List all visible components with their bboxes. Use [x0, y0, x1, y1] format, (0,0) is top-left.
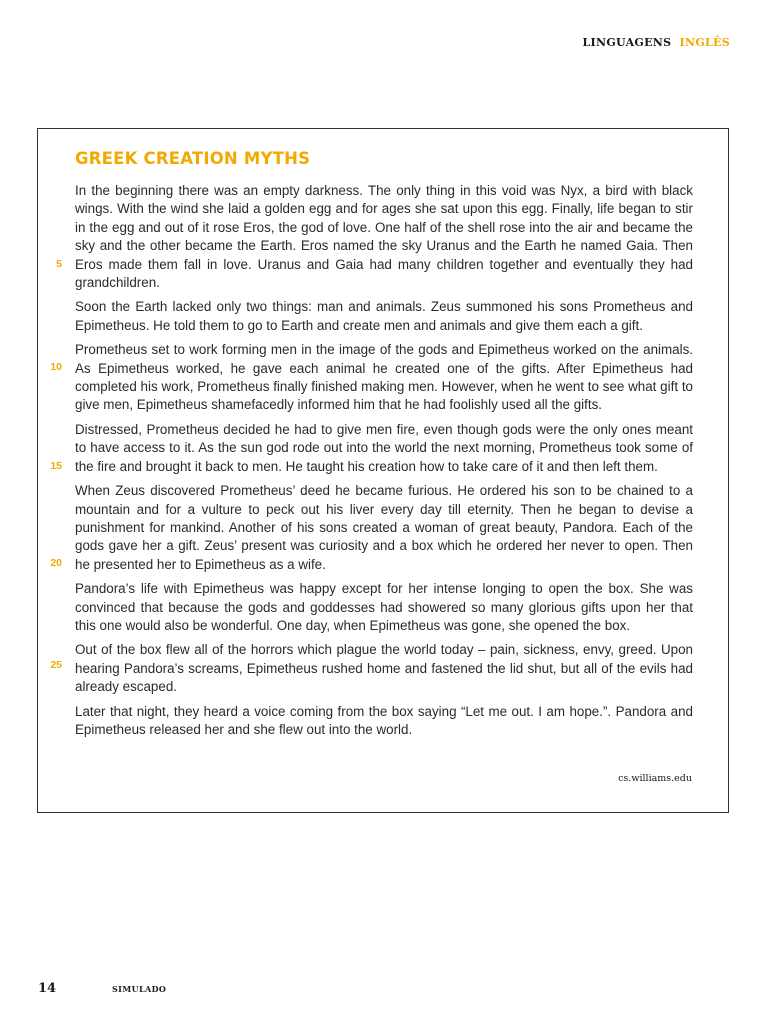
article-body [75, 182, 693, 745]
paragraph: In the beginning there was an empty darkness. The only thing in this void was Nyx, a bird with black wings. With the wind she laid a golden egg and for ages she sat upon this egg. Finally, life began to stir in the egg and out of it rose Eros, the god of love. One half of the shell rose into the air and became the sky and the other became the Earth. Eros named the sky Uranus and the Earth he named Gaia. Then Eros made them fall in love. Uranus and Gaia had many children together and eventually they had grandchildren. [75, 183, 693, 291]
line-number: 20 [50, 557, 62, 569]
page-header [582, 36, 730, 49]
header-subject: INGLÊS [679, 36, 730, 49]
source-citation: cs.williams.edu [618, 773, 692, 784]
footer-label: SIMULADO [112, 984, 167, 994]
article-title: GREEK CREATION MYTHS [75, 149, 311, 168]
paragraph: Prometheus set to work forming men in the image of the gods and Epimetheus worked on the animals. As Epimetheus worked, he gave each animal he created one of the gifts. After Epimetheus had completed his work, Prometheus finally finished making men. However, when he went to see what gift to give men, Epimetheus shamefacedly informed him that he had foolishly used all the gifts. [75, 342, 693, 413]
line-number: 25 [50, 659, 62, 671]
page-number: 14 [38, 981, 57, 996]
paragraph: Pandora’s life with Epimetheus was happy except for her intense longing to open the box. She was convinced that because the gods and goddesses had showered so many glorious gifts upon her that this one would also be wonderful. One day, when Epimetheus was gone, she opened the box. [75, 581, 693, 633]
line-number: 5 [56, 258, 62, 270]
header-area: LINGUAGENS [582, 36, 672, 49]
paragraph: Later that night, they heard a voice coming from the box saying “Let me out. I am hope.”. Pandora and Epimetheus released her and she flew out into the world. [75, 703, 693, 737]
line-number: 10 [50, 361, 62, 373]
paragraph: Out of the box flew all of the horrors which plague the world today – pain, sickness, envy, greed. Upon hearing Pandora’s screams, Epimetheus rushed home and fastened the lid shut, but all of the evils had already escaped. [75, 642, 693, 695]
paragraph: Distressed, Prometheus decided he had to give men fire, even though gods were the only ones meant to have access to it. As the sun god rode out into the world the next morning, Prometheus took some of the fire and brought it back to men. He taught his creation how to take care of it and then left them. [75, 421, 693, 474]
paragraph: When Zeus discovered Prometheus’ deed he became furious. He ordered his son to be chained to a mountain and for a vulture to peck out his liver every day till eternity. Then he began to devise a punishment for mankind. Another of his sons created a woman of great beauty, Pandora. Each of the gods gave her a gift. Zeus’ present was curiosity and a box which he ordered her never to open. Then he presented her to Epimetheus as a wife. [75, 483, 693, 572]
paragraph: Soon the Earth lacked only two things: man and animals. Zeus summoned his sons Prometheus and Epimetheus. He told them to go to Earth and create men and animals and give them each a gift. [75, 299, 693, 333]
line-number: 15 [50, 460, 62, 472]
